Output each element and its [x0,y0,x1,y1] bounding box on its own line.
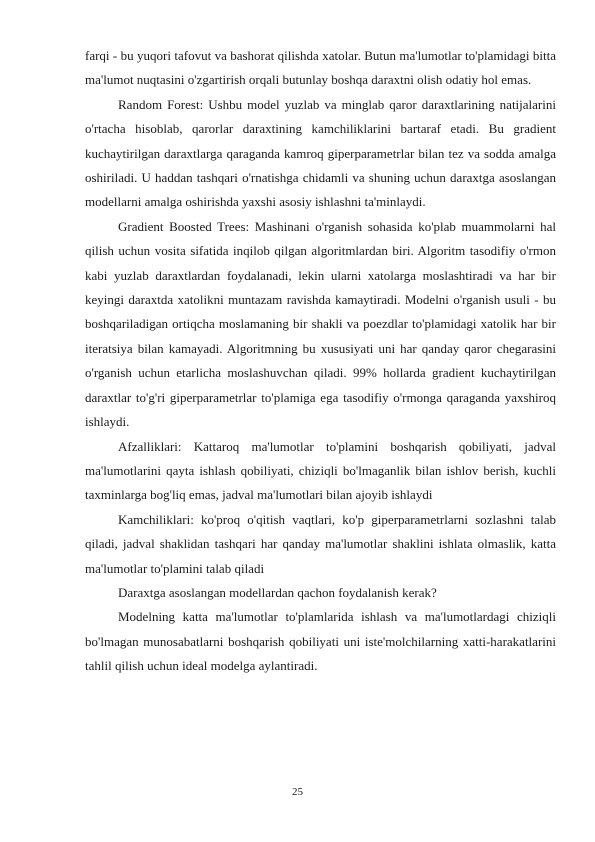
paragraph-advantages: Afzalliklari: Kattaroq ma'lumotlar to'plamini boshqarish qobiliyati, jadval ma'lumotlarini qayta ishlash qobiliyati, chiziqli bo'lmaganlik bilan ishlov berish, kuchli taxminlarga bog'liq emas, jadval ma'lumotlari bilan ajoyib ishlaydi [85,438,556,503]
paragraph-random-forest: Random Forest: Ushbu model yuzlab va minglab qaror daraxtlarining natijalarini o'rtacha hisoblab, qarorlar daraxtining kamchiliklarini bartaraf etadi. Bu gradient kuchaytirilgan daraxtlarga qaraganda kamroq giperparametrlar bilan tez va sodda amalga oshiriladi. U haddan tashqari o'rnatishga chidamli va shuning uchun daraxtga asoslangan modellarni amalga oshirishda yaxshi asosiy ishlashni ta'minlaydi. [85,96,556,210]
paragraph-tree-variance: farqi - bu yuqori tafovut va bashorat qilishda xatolar. Butun ma'lumotlar to'plamidagi bitta ma'lumot nuqtasini o'zgartirish orqali butunlay boshqa daraxtni olish odatiy hol emas. [85,48,556,88]
paragraph-disadvantages: Kamchiliklari: ko'proq o'qitish vaqtlari, ko'p giperparametrlarni sozlashni talab qiladi, jadval shaklidan tashqari har qanday ma'lumotlar shaklini ishlata olmaslik, katta ma'lumotlar to'plamini talab qiladi [85,511,556,576]
paragraph-when-to-use-question: Daraxtga asoslangan modellardan qachon foydalanish kerak? [118,584,437,600]
paragraph-when-to-use-answer: Modelning katta ma'lumotlar to'plamlarida ishlash va ma'lumotlardagi chiziqli bo'lmagan munosabatlarni boshqarish qobiliyati uni iste'molchilarning xatti-harakatlarini tahlil qilish uchun ideal modelga aylantiradi. [85,609,556,674]
page-number: 25 [292,786,303,798]
page-body [85,44,556,679]
paragraph-gradient-boosted-trees: Gradient Boosted Trees: Mashinani o'rganish sohasida ko'plab muammolarni hal qilish uchun vosita sifatida inqilob qilgan algoritmlardan biri. Algoritm tasodifiy o'rmon kabi yuzlab daraxtlardan foydalanadi, lekin ularni xatolarga moslashtiradi va har bir keyingi daraxtda xatolikni muntazam ravishda kamaytiradi. Modelni o'rganish usuli - bu boshqariladigan ortiqcha moslamaning bir shakli va poezdlar to'plamidagi xatolik har bir iteratsiya bilan kamayadi. Algoritmning bu xususiyati uni har qanday qaror chegarasini o'rganish uchun etarlicha moslashuvchan qiladi. 99% hollarda gradient kuchaytirilgan daraxtlar to'g'ri giperparametrlar to'plamiga ega tasodifiy o'rmonga qaraganda yaxshiroq ishlaydi. [85,218,556,430]
